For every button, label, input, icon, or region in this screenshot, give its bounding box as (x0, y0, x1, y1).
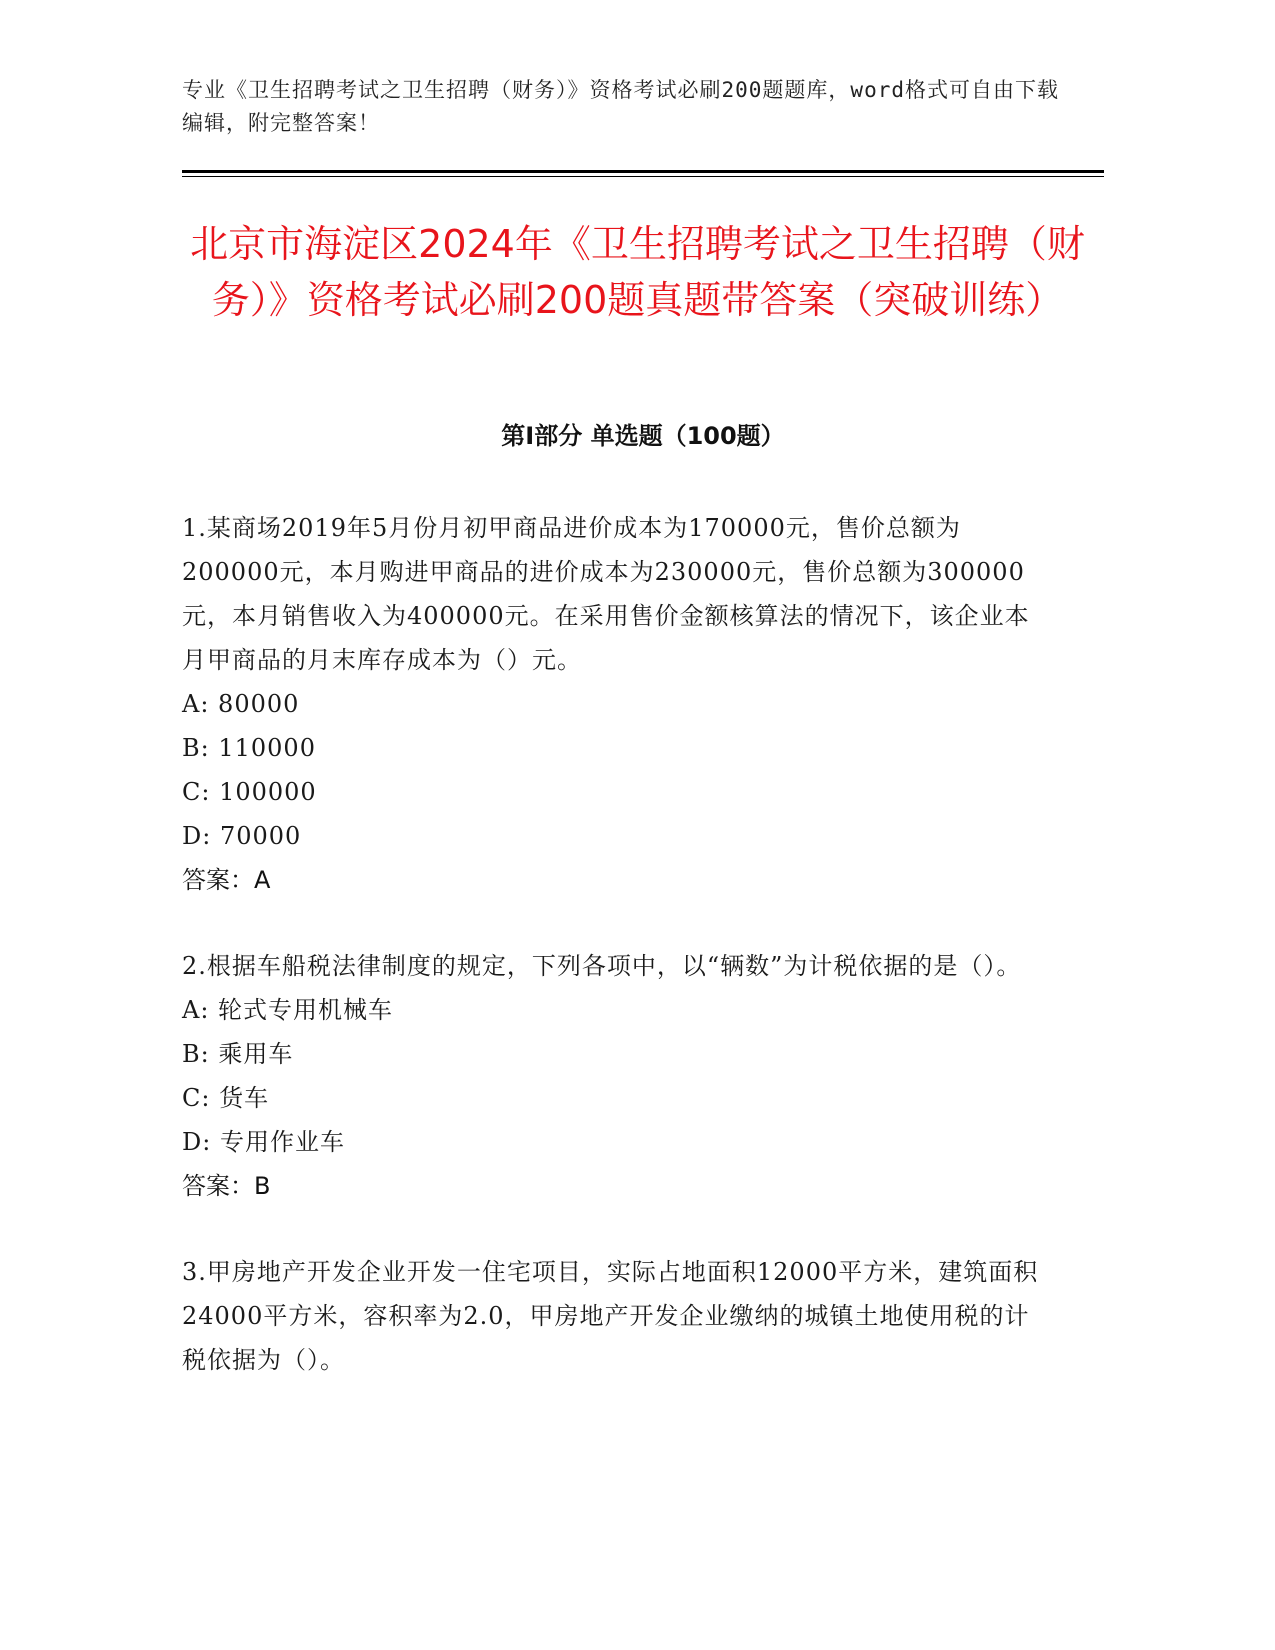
header-rule-thick (182, 170, 1104, 173)
option-b: B: 乘用车 (182, 1040, 294, 1068)
question-answer: 答案：B (182, 1172, 271, 1200)
question-item (182, 944, 1042, 1208)
option-a: A: 轮式专用机械车 (182, 996, 394, 1024)
question-stem: 3.甲房地产开发企业开发一住宅项目，实际占地面积12000平方米，建筑面积24000平方米，容积率为2.0，甲房地产开发企业缴纳的城镇土地使用税的计税依据为（）。 (182, 1258, 1039, 1374)
option-a: A: 80000 (182, 690, 300, 718)
question-list (182, 506, 1042, 1424)
option-c: C: 100000 (182, 778, 317, 806)
question-stem: 2.根据车船税法律制度的规定，下列各项中，以“辆数”为计税依据的是（）。 (182, 952, 1022, 980)
option-c: C: 货车 (182, 1084, 270, 1112)
header-rule-thin (182, 176, 1104, 177)
option-d: D: 70000 (182, 822, 302, 850)
section-heading: 第I部分 单选题（100题） (501, 422, 785, 450)
question-item (182, 506, 1042, 902)
document-title: 北京市海淀区2024年《卫生招聘考试之卫生招聘（财务）》资格考试必刷200题真题带答案（突破训练） (190, 222, 1085, 322)
question-stem: 1.某商场2019年5月份月初甲商品进价成本为170000元，售价总额为200000元，本月购进甲商品的进价成本为230000元，售价总额为300000元，本月销售收入为400000元。在采用售价金额核算法的情况下，该企业本月甲商品的月末库存成本为（）元。 (182, 514, 1030, 674)
header-note: 专业《卫生招聘考试之卫生招聘（财务）》资格考试必刷200题题库，word格式可自由下载编辑，附完整答案！ (182, 78, 1059, 135)
option-b: B: 110000 (182, 734, 316, 762)
question-answer: 答案：A (182, 866, 271, 894)
question-item (182, 1250, 1042, 1382)
option-d: D: 专用作业车 (182, 1128, 345, 1156)
